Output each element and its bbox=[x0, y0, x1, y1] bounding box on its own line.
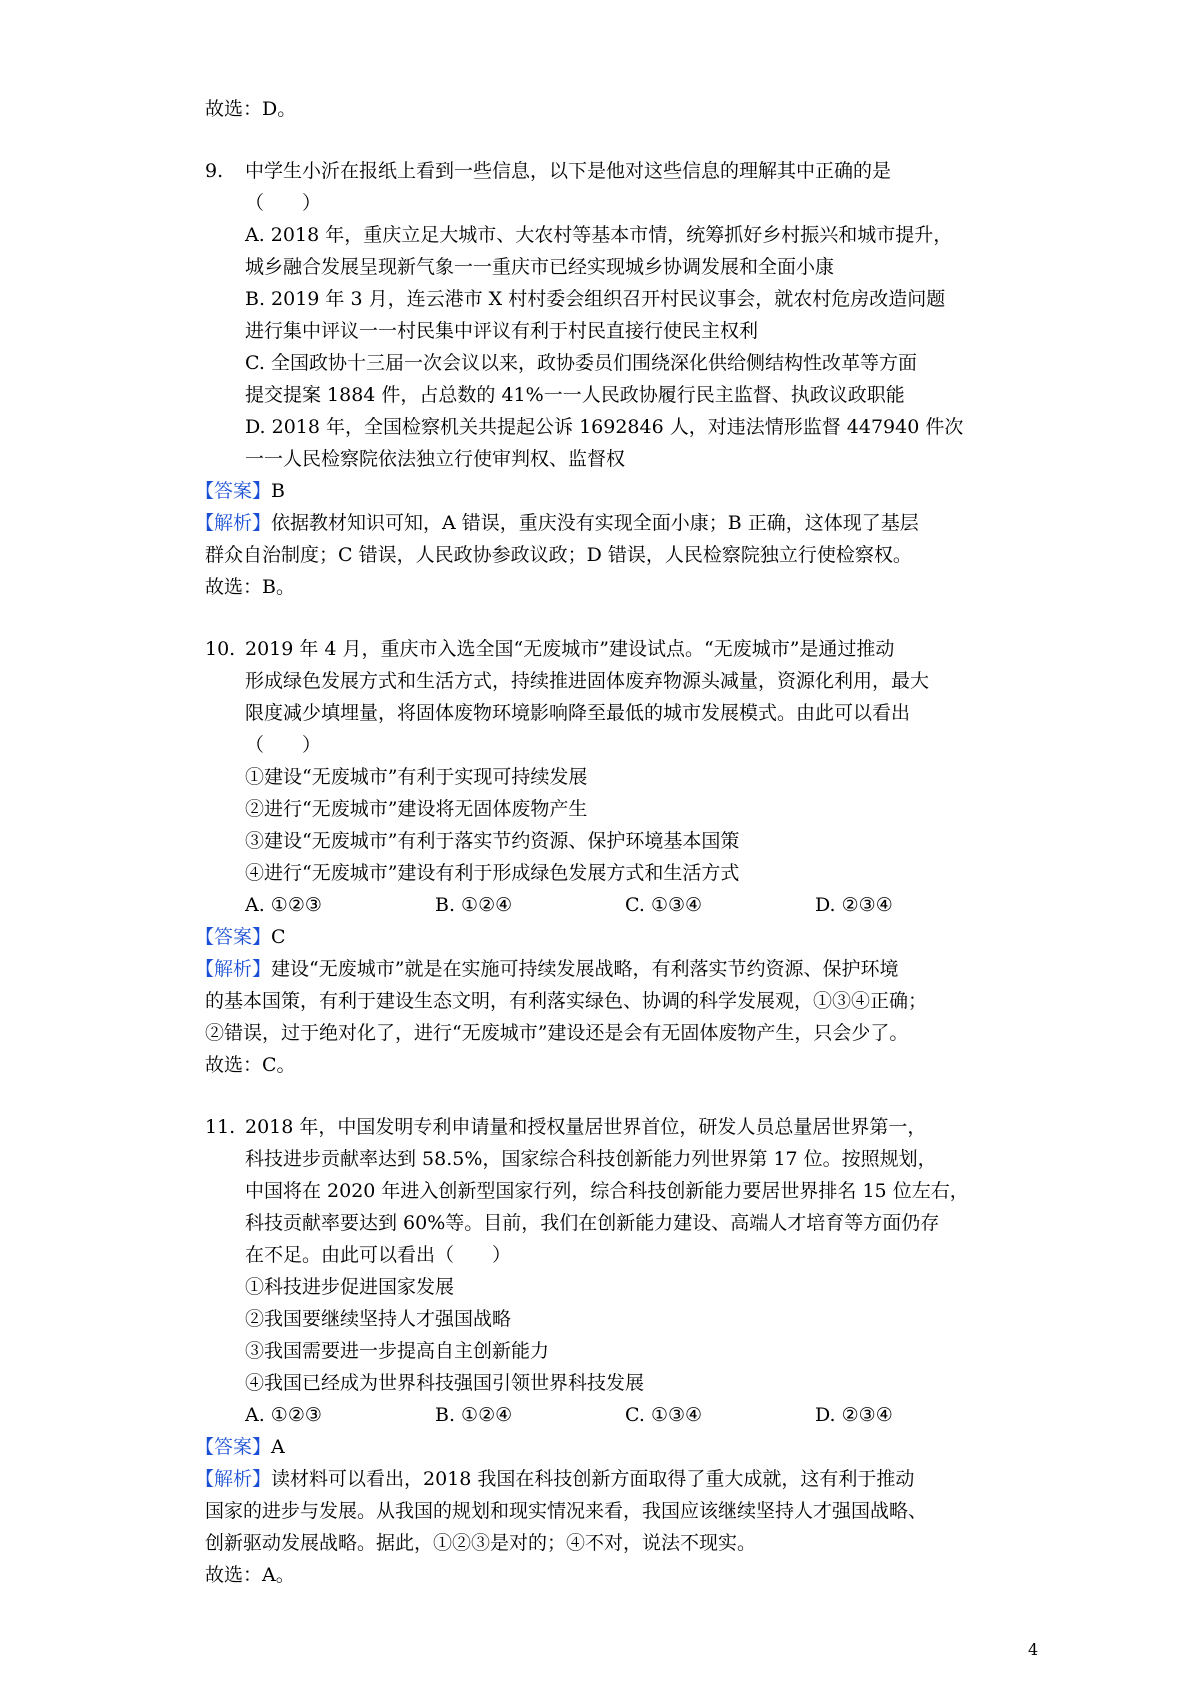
prev-conclusion: 故选：D。 bbox=[205, 98, 297, 120]
question-number: 9. bbox=[205, 160, 224, 182]
option-a: A. 2018 年，重庆立足大城市、大农村等基本市情，统筹抓好乡村振兴和城市提升， bbox=[245, 224, 953, 246]
question-stem: 在不足。由此可以看出（ ） bbox=[245, 1244, 512, 1266]
analysis-line bbox=[195, 956, 898, 982]
choice-b: B. ①②④ bbox=[435, 894, 513, 916]
analysis-tag: 【解析】 bbox=[195, 958, 272, 980]
answer-line bbox=[195, 1434, 285, 1460]
option-c: C. 全国政协十三届一次会议以来，政协委员们围绕深化供给侧结构性改革等方面 bbox=[245, 352, 917, 374]
question-stem: 2018 年，中国发明专利申请量和授权量居世界首位，研发人员总量居世界第一， bbox=[245, 1116, 927, 1138]
answer-tag: 【答案】 bbox=[195, 480, 272, 502]
analysis-line bbox=[195, 1466, 914, 1492]
choice-c: C. ①③④ bbox=[625, 1404, 703, 1426]
analysis-text: 的基本国策，有利于建设生态文明，有利落实绿色、协调的科学发展观，①③④正确； bbox=[205, 990, 928, 1012]
choice-d: D. ②③④ bbox=[815, 1404, 893, 1426]
choice-a: A. ①②③ bbox=[245, 1404, 322, 1426]
question-stem: 中国将在 2020 年进入创新型国家行列，综合科技创新能力要居世界排名 15 位左右， bbox=[245, 1180, 969, 1202]
conclusion: 故选：A。 bbox=[205, 1564, 295, 1586]
analysis-text: 创新驱动发展战略。据此，①②③是对的；④不对，说法不现实。 bbox=[205, 1532, 757, 1554]
statement-1: ①科技进步促进国家发展 bbox=[245, 1276, 455, 1298]
analysis-text: 建设“无废城市”就是在实施可持续发展战略，有利落实节约资源、保护环境 bbox=[271, 958, 899, 980]
question-stem: 科技进步贡献率达到 58.5%，国家综合科技创新能力列世界第 17 位。按照规划， bbox=[245, 1148, 937, 1170]
analysis-text: 读材料可以看出，2018 我国在科技创新方面取得了重大成就，这有利于推动 bbox=[271, 1468, 915, 1490]
answer-value: A bbox=[271, 1436, 285, 1458]
answer-line bbox=[195, 478, 285, 504]
conclusion: 故选：B。 bbox=[205, 576, 295, 598]
analysis-text: 国家的进步与发展。从我国的规划和现实情况来看，我国应该继续坚持人才强国战略、 bbox=[205, 1500, 928, 1522]
statement-2: ②进行“无废城市”建设将无固体废物产生 bbox=[245, 798, 588, 820]
option-b: B. 2019 年 3 月，连云港市 X 村村委会组织召开村民议事会，就农村危房改造问题 bbox=[245, 288, 946, 310]
option-d-cont: 一一人民检察院依法独立行使审判权、监督权 bbox=[245, 448, 626, 470]
option-d: D. 2018 年，全国检察机关共提起公诉 1692846 人，对违法情形监督 447940 件次 bbox=[245, 416, 964, 438]
analysis-line bbox=[195, 510, 919, 536]
analysis-tag: 【解析】 bbox=[195, 1468, 272, 1490]
option-b-cont: 进行集中评议一一村民集中评议有利于村民直接行使民主权利 bbox=[245, 320, 759, 342]
question-number: 11. bbox=[205, 1116, 236, 1138]
statement-3: ③建设“无废城市”有利于落实节约资源、保护环境基本国策 bbox=[245, 830, 740, 852]
answer-tag: 【答案】 bbox=[195, 926, 272, 948]
statement-3: ③我国需要进一步提高自主创新能力 bbox=[245, 1340, 550, 1362]
option-a-cont: 城乡融合发展呈现新气象一一重庆市已经实现城乡协调发展和全面小康 bbox=[245, 256, 835, 278]
conclusion: 故选：C。 bbox=[205, 1054, 296, 1076]
question-stem: （ ） bbox=[245, 734, 322, 756]
choice-row bbox=[245, 892, 945, 918]
answer-line bbox=[195, 924, 286, 950]
statement-4: ④进行“无废城市”建设有利于形成绿色发展方式和生活方式 bbox=[245, 862, 740, 884]
choice-b: B. ①②④ bbox=[435, 1404, 513, 1426]
question-stem: 形成绿色发展方式和生活方式，持续推进固体废弃物源头减量，资源化利用，最大 bbox=[245, 670, 930, 692]
question-stem: 科技贡献率要达到 60%等。目前，我们在创新能力建设、高端人才培育等方面仍存 bbox=[245, 1212, 940, 1234]
choice-row bbox=[245, 1402, 945, 1428]
analysis-tag: 【解析】 bbox=[195, 512, 272, 534]
analysis-text: 群众自治制度；C 错误，人民政协参政议政；D 错误，人民检察院独立行使检察权。 bbox=[205, 544, 912, 566]
choice-c: C. ①③④ bbox=[625, 894, 703, 916]
choice-d: D. ②③④ bbox=[815, 894, 893, 916]
answer-tag: 【答案】 bbox=[195, 1436, 272, 1458]
page-number: 4 bbox=[1028, 1640, 1039, 1659]
question-stem: 中学生小沂在报纸上看到一些信息，以下是他对这些信息的理解其中正确的是 bbox=[245, 160, 892, 182]
answer-value: C bbox=[271, 926, 286, 948]
question-stem: （ ） bbox=[245, 192, 322, 214]
analysis-text: 依据教材知识可知，A 错误，重庆没有实现全面小康；B 正确，这体现了基层 bbox=[271, 512, 919, 534]
analysis-text: ②错误，过于绝对化了，进行“无废城市”建设还是会有无固体废物产生，只会少了。 bbox=[205, 1022, 909, 1044]
question-stem: 限度减少填埋量，将固体废物环境影响降至最低的城市发展模式。由此可以看出 bbox=[245, 702, 911, 724]
answer-value: B bbox=[271, 480, 285, 502]
choice-a: A. ①②③ bbox=[245, 894, 322, 916]
question-number: 10. bbox=[205, 638, 236, 660]
statement-4: ④我国已经成为世界科技强国引领世界科技发展 bbox=[245, 1372, 645, 1394]
statement-1: ①建设“无废城市”有利于实现可持续发展 bbox=[245, 766, 588, 788]
question-stem: 2019 年 4 月，重庆市入选全国“无废城市”建设试点。“无废城市”是通过推动 bbox=[245, 638, 895, 660]
statement-2: ②我国要继续坚持人才强国战略 bbox=[245, 1308, 512, 1330]
option-c-cont: 提交提案 1884 件，占总数的 41%一一人民政协履行民主监督、执政议政职能 bbox=[245, 384, 905, 406]
